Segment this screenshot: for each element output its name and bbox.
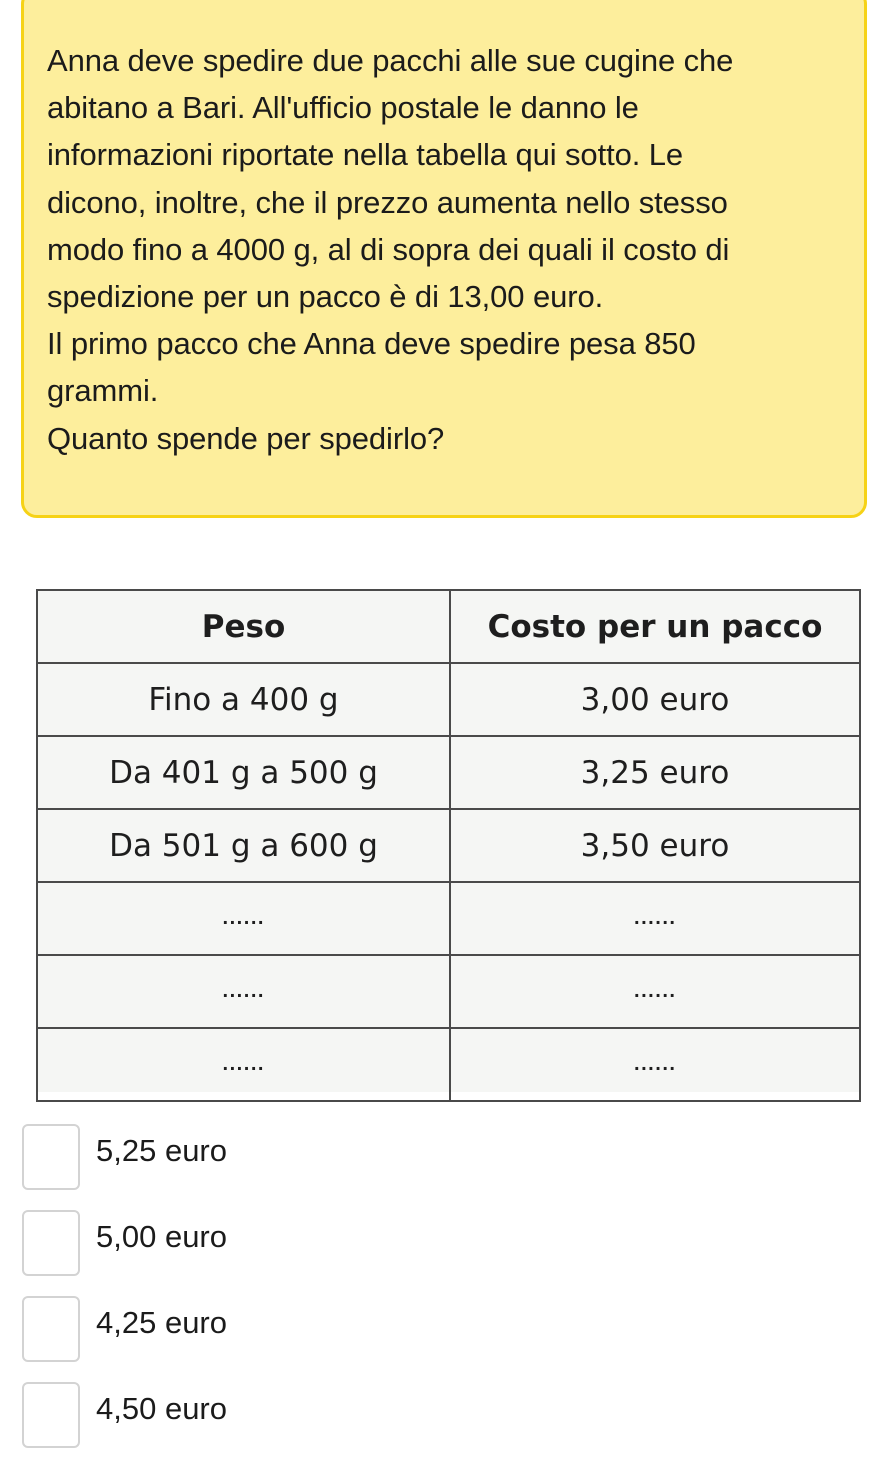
question-line: Il primo pacco che Anna deve spedire pesa 850 xyxy=(47,326,696,362)
cost-cell-placeholder: ...... xyxy=(450,882,860,955)
table-row xyxy=(37,955,860,1028)
weight-cell-placeholder: ...... xyxy=(37,1028,450,1101)
table-row xyxy=(37,1028,860,1101)
question-line: grammi. xyxy=(47,373,159,409)
table-row xyxy=(37,663,860,736)
option-label[interactable]: 5,00 euro xyxy=(96,1219,227,1254)
weight-cell: Fino a 400 g xyxy=(37,663,450,736)
question-line: Quanto spende per spedirlo? xyxy=(47,420,445,456)
cost-cell-placeholder: ...... xyxy=(450,955,860,1028)
weight-cell-placeholder: ...... xyxy=(37,955,450,1028)
cost-cell-placeholder: ...... xyxy=(450,1028,860,1101)
weight-cell: Da 401 g a 500 g xyxy=(37,736,450,809)
weight-cell: Da 501 g a 600 g xyxy=(37,809,450,882)
weight-cell-placeholder: ...... xyxy=(37,882,450,955)
header-cost: Costo per un pacco xyxy=(450,590,860,663)
question-line: spedizione per un pacco è di 13,00 euro. xyxy=(47,279,604,315)
option-checkbox[interactable] xyxy=(22,1210,80,1276)
question-line: Anna deve spedire due pacchi alle sue cugine che xyxy=(47,43,734,78)
option-label[interactable]: 4,50 euro xyxy=(96,1391,227,1426)
option-checkbox[interactable] xyxy=(22,1382,80,1448)
question-line: dicono, inoltre, che il prezzo aumenta nello stesso xyxy=(47,184,728,220)
question-line: informazioni riportate nella tabella qui sotto. Le xyxy=(47,137,684,173)
header-weight: Peso xyxy=(37,590,450,663)
option-label[interactable]: 5,25 euro xyxy=(96,1133,227,1168)
question-line: modo fino a 4000 g, al di sopra dei quali il costo di xyxy=(47,231,730,267)
cost-cell: 3,25 euro xyxy=(450,736,860,809)
question-box xyxy=(21,0,867,518)
question-line: abitano a Bari. All'ufficio postale le danno le xyxy=(47,90,639,126)
table-row xyxy=(37,882,860,955)
table-row xyxy=(37,809,860,882)
option-label[interactable]: 4,25 euro xyxy=(96,1305,227,1340)
option-checkbox[interactable] xyxy=(22,1124,80,1190)
table-header-row xyxy=(37,590,860,663)
question-text xyxy=(47,37,842,462)
cost-cell: 3,00 euro xyxy=(450,663,860,736)
option-checkbox[interactable] xyxy=(22,1296,80,1362)
shipping-rates-table xyxy=(36,589,861,1102)
table-row xyxy=(37,736,860,809)
shipping-rates-table-image xyxy=(36,589,859,1092)
cost-cell: 3,50 euro xyxy=(450,809,860,882)
